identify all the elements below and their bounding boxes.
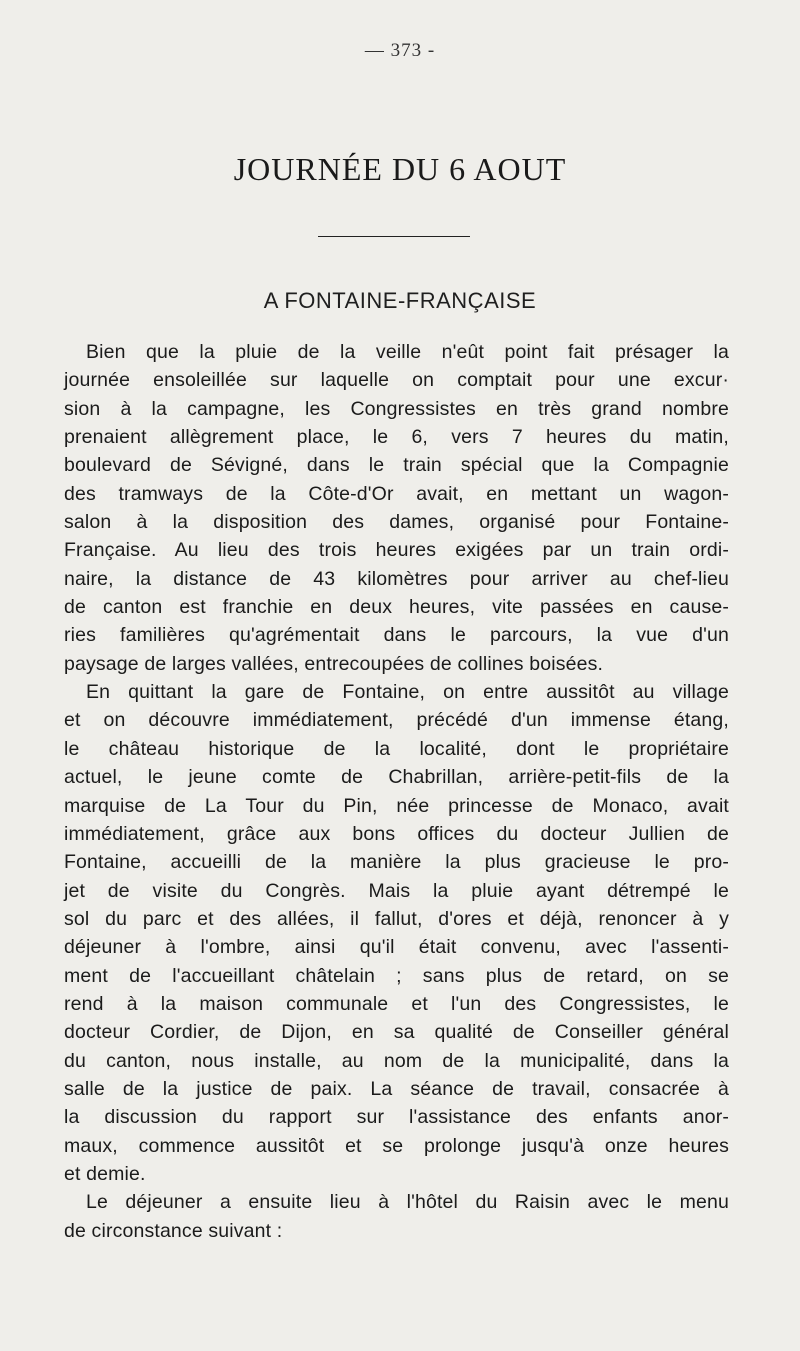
section-subheading: A FONTAINE-FRANÇAISE [263,288,537,313]
text-line: sol du parc et des allées, il fallut, d'ores et déjà, renoncer à y [64,907,729,930]
text-line: En quittant la gare de Fontaine, on entre aussitôt au village [86,681,729,704]
page-number: — 373 - [364,40,436,61]
text-line: immédiatement, grâce aux bons offices du docteur Jullien de [64,822,729,845]
text-line: ries familières qu'agrémentait dans le parcours, la vue d'un [64,624,729,647]
text-line: sion à la campagne, les Congressistes en très grand nombre [64,397,729,420]
body-text [64,338,729,1245]
text-line: de canton est franchie en deux heures, vite passées en cause- [64,596,729,619]
text-line: paysage de larges vallées, entrecoupées de collines boisées. [64,652,604,675]
text-line: Fontaine, accueilli de la manière la plus gracieuse le pro- [64,851,729,874]
text-line: Bien que la pluie de la veille n'eût point fait présager la [86,341,729,363]
text-line: journée ensoleillée sur laquelle on comptait pour une excur· [64,369,729,392]
heading-divider [318,236,470,237]
text-line: prenaient allègrement place, le 6, vers 7 heures du matin, [64,426,729,449]
text-line: actuel, le jeune comte de Chabrillan, arrière-petit-fils de la [64,766,729,789]
text-line: docteur Cordier, de Dijon, en sa qualité de Conseiller général [64,1021,729,1044]
text-line: de circonstance suivant : [64,1219,283,1242]
text-line: déjeuner à l'ombre, ainsi qu'il était convenu, avec l'assenti- [64,936,729,959]
text-line: marquise de La Tour du Pin, née princesse de Monaco, avait [64,794,729,817]
text-line: maux, commence aussitôt et se prolonge jusqu'à onze heures [64,1134,729,1157]
section-heading: JOURNÉE DU 6 AOUT [233,151,567,187]
text-line: rend à la maison communale et l'un des Congressistes, le [64,992,729,1015]
text-line: et on découvre immédiatement, précédé d'un immense étang, [64,709,729,732]
text-line: jet de visite du Congrès. Mais la pluie ayant détrempé le [64,879,729,902]
text-line: des tramways de la Côte-d'Or avait, en mettant un wagon- [64,482,729,505]
text-line: le château historique de la localité, dont le propriétaire [64,737,729,760]
text-line: boulevard de Sévigné, dans le train spécial que la Compagnie [64,454,729,477]
text-line: Française. Au lieu des trois heures exigées par un train ordi- [64,539,729,562]
text-line: naire, la distance de 43 kilomètres pour arriver au chef-lieu [64,567,729,590]
text-line: salle de la justice de paix. La séance de travail, consacrée à [64,1077,729,1100]
text-line: la discussion du rapport sur l'assistance des enfants anor- [64,1106,729,1129]
text-line: du canton, nous installe, au nom de la municipalité, dans la [64,1049,729,1072]
text-line: et demie. [64,1162,146,1185]
text-line: Le déjeuner a ensuite lieu à l'hôtel du Raisin avec le menu [86,1191,729,1214]
text-line: salon à la disposition des dames, organisé pour Fontaine- [64,511,729,534]
text-line: ment de l'accueillant châtelain ; sans plus de retard, on se [64,964,729,987]
